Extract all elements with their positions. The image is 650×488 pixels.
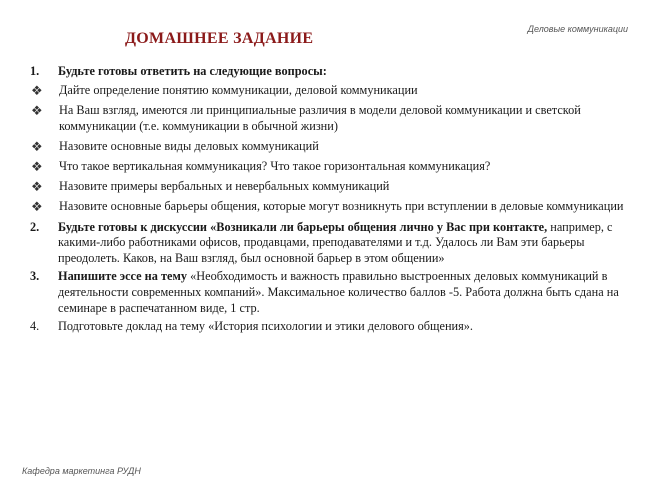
bullet-text: Назовите примеры вербальных и невербальных коммуникаций: [59, 179, 390, 194]
item-text: Подготовьте доклад на тему «История психологии и этики делового общения».: [58, 319, 473, 334]
bullet-text: Дайте определение понятию коммуникации, деловой коммуникации: [59, 82, 418, 97]
item-body-text: «Необходимость и важность правильно выстроенных деловых коммуникаций в деятельности современных компаний». Максимальное количество баллов -5. Работа должна быть сдана на семинаре в распечатанном виде, 1 стр.: [58, 269, 619, 315]
bullet-text: На Ваш взгляд, имеются ли принципиальные различия в модели деловой коммуникации и светской коммуникации (т.е. коммуникации в обычной жизни): [59, 102, 581, 133]
bullet-item: [30, 103, 628, 134]
diamond-bullet-icon: ❖: [31, 138, 43, 154]
item-number: 1.: [30, 64, 40, 78]
item-bold-text: Будьте готовы к дискуссии «Возникали ли барьеры общения лично у Вас при контакте,: [58, 219, 548, 234]
bullet-text: Назовите основные барьеры общения, которые могут возникнуть при вступлении в деловые коммуникации: [59, 199, 624, 214]
item-number: 4.: [30, 319, 40, 334]
bullet-item: [30, 159, 628, 175]
item-number: 3.: [30, 269, 40, 284]
diamond-bullet-icon: ❖: [31, 82, 43, 98]
diamond-bullet-icon: ❖: [31, 179, 43, 195]
item-text: [58, 220, 628, 267]
page-title: ДОМАШНЕЕ ЗАДАНИЕ: [125, 30, 314, 47]
diamond-bullet-icon: ❖: [31, 158, 43, 174]
item-text: [58, 269, 628, 316]
list-item-3: [30, 269, 628, 316]
diamond-bullet-icon: ❖: [31, 102, 43, 118]
bullet-item: [30, 139, 628, 155]
item-body-text: например, с какими-либо работниками офисов, продавцами, преподавателями и т.д. Удалось ли Вам эти барьеры преодолеть. Каков, на Ваш взгляд, был основной барьер в этом общении»: [58, 219, 613, 265]
item-bold-text: Напишите эссе на тему: [58, 269, 188, 284]
list-item-1: [30, 64, 628, 80]
list-item-2: [30, 220, 628, 267]
footer-caption: Кафедра маркетинга РУДН: [22, 466, 141, 476]
bullet-item: [30, 179, 628, 195]
list-item-4: [30, 319, 628, 335]
bullet-text: Назовите основные виды деловых коммуникаций: [59, 138, 319, 153]
header-caption: Деловые коммуникации: [527, 24, 628, 34]
item-number: 2.: [30, 219, 40, 234]
bullet-item: [30, 199, 628, 215]
diamond-bullet-icon: ❖: [31, 199, 43, 215]
item-text: Будьте готовы ответить на следующие вопросы:: [58, 64, 327, 78]
bullet-item: [30, 83, 628, 99]
assignment-list: [30, 64, 628, 338]
bullet-text: Что такое вертикальная коммуникация? Что такое горизонтальная коммуникация?: [59, 158, 491, 173]
